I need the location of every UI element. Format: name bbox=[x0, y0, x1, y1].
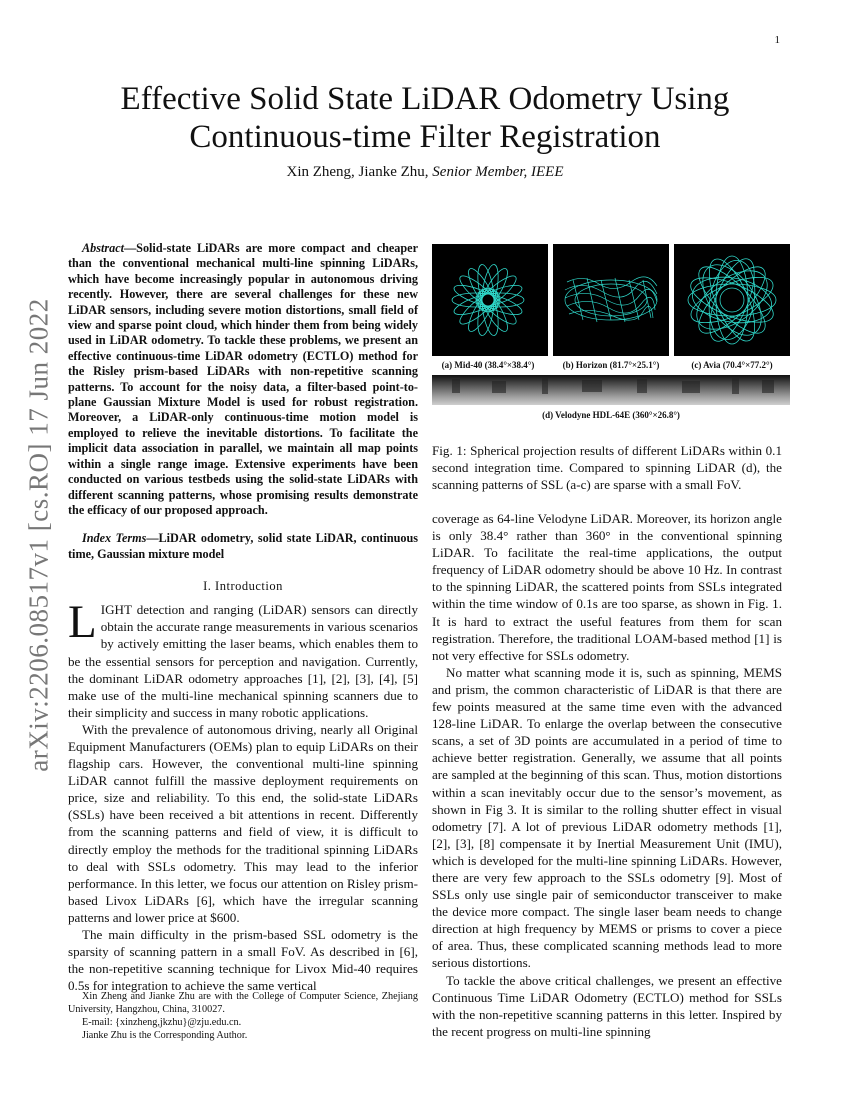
figure-label-b: (b) Horizon (81.7°×25.1°) bbox=[562, 360, 660, 370]
intro-p1-text: IGHT detection and ranging (LiDAR) sensors can directly obtain the accurate range measurements in various scenarios by actively emitting the laser beams, which enables them to be the essential sensors for perception and navigation. Currently, the dominant LiDAR odometry approaches [1], [2], [3], [4], [5] make use of the multi-line mechanical spinning scanners due to their simplicity and success in many robotic applications. bbox=[68, 602, 418, 720]
footnote-email: E-mail: {xinzheng,jkzhu}@zju.edu.cn. bbox=[82, 1017, 242, 1028]
horizon-pattern-image bbox=[553, 244, 669, 356]
abstract bbox=[68, 241, 418, 518]
drop-cap: L bbox=[68, 596, 97, 649]
figure-panel-mid40 bbox=[432, 244, 548, 356]
arxiv-id: arXiv:2206.08517v1 [cs.RO] 17 Jun 2022 bbox=[23, 298, 54, 772]
page-number: 1 bbox=[774, 34, 780, 46]
velodyne-projection-image bbox=[432, 375, 790, 405]
footnote-affiliation: Xin Zheng and Jianke Zhu are with the College of Computer Science, Zhejiang University, Hangzhou, China, 310027. bbox=[68, 991, 418, 1015]
section-heading: I. Introduction bbox=[203, 579, 283, 594]
title-line-2: Continuous-time Filter Registration bbox=[189, 119, 661, 155]
arxiv-sidebar-stamp bbox=[24, 300, 54, 770]
figure-label-c: (c) Avia (70.4°×77.2°) bbox=[691, 360, 773, 370]
figure-panel-horizon bbox=[553, 244, 669, 356]
abstract-text: —Solid-state LiDARs are more compact and cheaper than the conventional mechanical multi-line spinning LiDARs, which have become increasingly popular in autonomous driving recently. However, there are several challenges for these new LiDAR sensors, including severe motion distortions, small field of view and sparse point cloud, which hinder them from being widely used in LiDAR odometry. To tackle these problems, we present an effective continuous-time LiDAR odometry (ECTLO) method for the Risley prism-based LiDARs with non-repetitive scanning patterns. To account for the noisy data, a filter-based point-to-plane Gaussian Mixture Model is used for robust registration. Moreover, a LiDAR-only continuous-time motion model is employed to relieve the inevitable distortions. To facilitate the implicit data association in parallel, we maintain all map points within a single range image. Extensive experiments have been conducted on various testbeds using the solid-state LiDARs with different scanning patterns, whose promising results demonstrate the efficacy of our proposed approach. bbox=[68, 241, 418, 517]
rosette-pattern-image bbox=[432, 244, 548, 356]
figure-label-d: (d) Velodyne HDL-64E (360°×26.8°) bbox=[542, 410, 680, 420]
index-terms-label: Index Terms bbox=[82, 531, 147, 546]
index-terms bbox=[68, 531, 418, 562]
index-terms-text: —LiDAR odometry, solid state LiDAR, continuous time, Gaussian mixture model bbox=[68, 531, 418, 561]
figure-caption: Fig. 1: Spherical projection results of different LiDARs within 0.1 second integration time. Compared to spinning LiDAR (d), the scanning patterns of SSL (a-c) are sparse with a small FoV. bbox=[432, 443, 782, 493]
paper-title bbox=[60, 80, 790, 156]
author-membership: Senior Member, IEEE bbox=[432, 164, 564, 180]
figure-1 bbox=[432, 244, 790, 429]
figure-panel-velodyne bbox=[432, 375, 790, 405]
abstract-label: Abstract bbox=[82, 241, 124, 255]
intro-paragraph-1 bbox=[68, 596, 418, 721]
right-paragraph-2: No matter what scanning mode it is, such as spinning, MEMS and prism, the common characteristic of LiDAR is that there are few points measured at the same time even with the advanced 128-line LiDAR. To enlarge the overlap between the consecutive scans, a set of 3D points are accumulated in a period of time to achieve better registration. Generally, we assume that all points are sampled at the beginning of this scan. Thus, motion distortions within a scan inevitably occur due to the sensor’s movement, as shown in Fig 3. It is similar to the rolling shutter effect in visual odometry [7]. A lot of previous LiDAR odometry methods [1], [2], [3], [8] compensate it by Inertial Measurement Unit (IMU), which is developed for the multi-line spinning LiDARs. However, there are very few approach to the SSLs odometry [9]. Most of SSLs only use single pair of semiconductor transceiver to make the device more compact. The single laser beam needs to change direction at high frequency by MEMS or prisms to cover a piece of area. Thus, these complicated scanning methods lead to more serious distortions. bbox=[432, 664, 782, 971]
figure-panel-avia bbox=[674, 244, 790, 356]
right-paragraph-3: To tackle the above critical challenges, we present an effective Continuous Time LiDAR Odometry (ECTLO) method for SSLs with the non-repetitive scanning patterns in this letter. Inspired by the recent progress on multi-line spinning bbox=[432, 972, 782, 1039]
right-paragraph-1: coverage as 64-line Velodyne LiDAR. Moreover, its horizon angle is only 38.4° rather than 360° in the conventional spinning LiDAR. To facilitate the real-time applications, the output frequency of LiDAR odometry should be above 10 Hz. In contrast to the spinning LiDAR, the scattered points from SSLs integrated within the time window of 0.1s are too sparse, as shown in Fig. 1. It is hard to extract the useful features from them for scan registration. Therefore, the traditional LOAM-based method [1] is not very effective for SSLs odometry. bbox=[432, 511, 782, 663]
avia-pattern-image bbox=[674, 244, 790, 356]
left-column bbox=[68, 241, 418, 994]
footnote-corresponding: Jianke Zhu is the Corresponding Author. bbox=[82, 1030, 248, 1041]
title-line-1: Effective Solid State LiDAR Odometry Using bbox=[120, 81, 730, 117]
authors: Xin Zheng, Jianke Zhu, bbox=[286, 164, 433, 180]
intro-paragraph-2: With the prevalence of autonomous driving, nearly all Original Equipment Manufacturers (OEMs) plan to equip LiDARs on their flagship cars. However, the conventional multi-line spinning LiDAR cannot fulfill the massive deployment requirements on price, size and reliability. To this end, the solid-state LiDARs (SSLs) have been received a bit attentions in recent. Differently from the scanning patterns and field of view, it is difficult to directly employ the methods for the traditional spinning LiDARs to deal with SSLs odometry. This may lead to the inferior performance. In this letter, we focus our attention on Risley prism-based Livox LiDARs [6], which have the irregular scanning patterns and lower price at $600. bbox=[68, 721, 418, 925]
footnotes bbox=[68, 990, 418, 1042]
figure-label-a: (a) Mid-40 (38.4°×38.4°) bbox=[441, 360, 535, 370]
author-line bbox=[60, 164, 790, 181]
intro-paragraph-3: The main difficulty in the prism-based SSL odometry is the sparsity of scanning pattern in a small FoV. As described in [6], the non-repetitive scanning technique for Livox Mid-40 requires 0.5s for integration to achieve the same vertical bbox=[68, 927, 418, 994]
right-column bbox=[432, 510, 782, 1040]
